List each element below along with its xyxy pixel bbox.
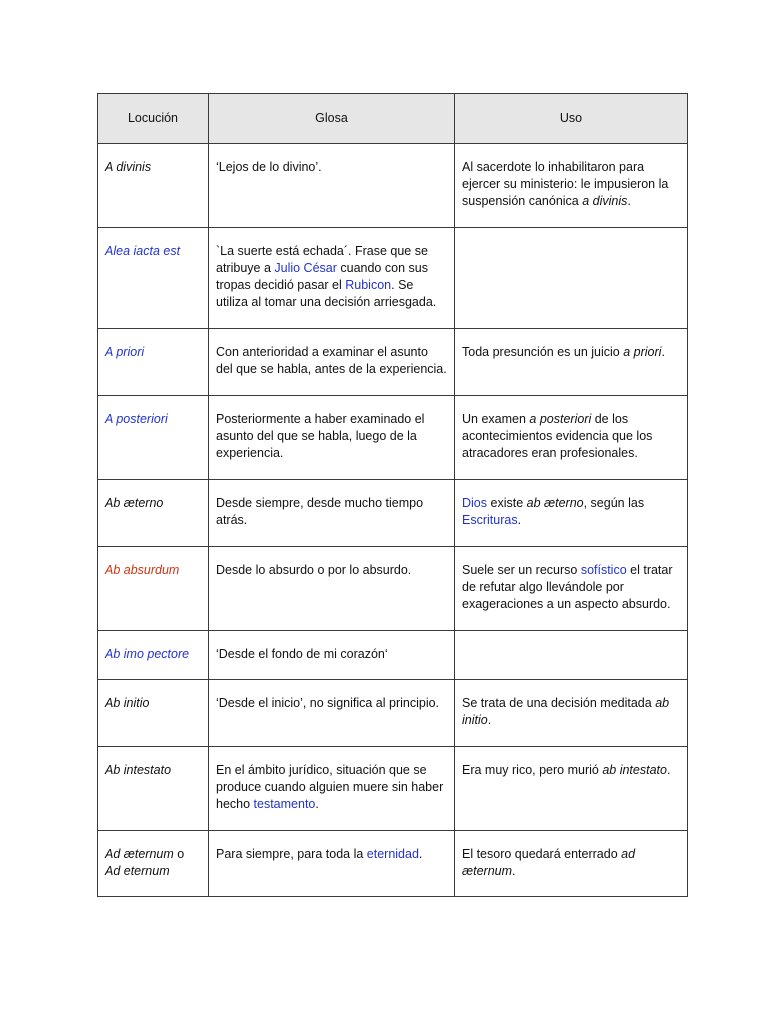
glosa-text: ‘Desde el fondo de mi corazón‘ — [216, 647, 388, 661]
uso-text: Un examen — [462, 412, 530, 426]
table-row — [98, 144, 688, 228]
uso-cell — [455, 396, 688, 480]
header-glosa: Glosa — [209, 94, 455, 144]
table-row — [98, 547, 688, 631]
locucion-text: A divinis — [105, 160, 152, 174]
table-row — [98, 228, 688, 329]
uso-cell — [455, 329, 688, 396]
uso-text: Toda presunción es un juicio — [462, 345, 624, 359]
locucion-cell — [98, 831, 209, 897]
link-dios[interactable]: Dios — [462, 496, 488, 510]
uso-term: a priori — [623, 345, 662, 359]
locucion-text: Ab æterno — [105, 496, 164, 510]
uso-cell — [455, 480, 688, 547]
locucion-cell — [98, 144, 209, 228]
uso-text: existe — [487, 496, 527, 510]
uso-end: de los acontecimientos evidencia que los atracadores eran profesionales. — [462, 412, 653, 460]
uso-end: . — [661, 345, 665, 359]
uso-cell — [455, 547, 688, 631]
header-uso: Uso — [455, 94, 688, 144]
uso-end: . — [512, 864, 516, 878]
uso-text: Se trata de una decisión meditada — [462, 696, 656, 710]
locucion-cell — [98, 228, 209, 329]
locucion-cell — [98, 747, 209, 831]
table-row — [98, 396, 688, 480]
header-locucion: Locución — [98, 94, 209, 144]
locuciones-table — [97, 93, 688, 897]
locucion-text: Ab intestato — [105, 763, 172, 777]
locucion-cell — [98, 680, 209, 747]
glosa-text: ‘Desde el inicio’, no significa al principio. — [216, 696, 440, 710]
uso-term: ab initio — [462, 696, 670, 727]
locucion-cell — [98, 396, 209, 480]
table-row — [98, 831, 688, 897]
uso-text: El tesoro quedará enterrado — [462, 847, 622, 861]
locucion-cell — [98, 547, 209, 631]
table-row — [98, 480, 688, 547]
glosa-cell — [209, 144, 455, 228]
glosa-cell — [209, 747, 455, 831]
uso-term: ab intestato — [602, 763, 667, 777]
uso-text: Al sacerdote lo inhabilitaron para ejercer su ministerio: le impusieron la suspensión canónica — [462, 160, 669, 208]
uso-text: Era muy rico, pero murió — [462, 763, 603, 777]
uso-term: a divinis — [582, 194, 628, 208]
locucion-text: Ad æternum — [105, 847, 174, 861]
link-testamento[interactable]: testamento — [253, 797, 316, 811]
glosa-text: . — [315, 797, 319, 811]
locucion-link[interactable]: A priori — [105, 345, 145, 359]
uso-end: . — [487, 713, 492, 727]
glosa-text: . — [418, 847, 423, 861]
link-eternidad[interactable]: eternidad — [366, 847, 419, 861]
locucion-link[interactable]: A posteriori — [105, 412, 168, 426]
glosa-text: En el ámbito jurídico, situación que se produce cuando alguien muere sin haber hecho — [216, 763, 444, 811]
glosa-text: Para siempre, para toda la — [216, 847, 367, 861]
glosa-text: Posteriormente a haber examinado el asunto del que se habla, luego de la experiencia. — [216, 412, 425, 460]
uso-cell — [455, 631, 688, 680]
uso-end: . — [517, 513, 522, 527]
glosa-text: Con anterioridad a examinar el asunto del que se habla, antes de la experiencia. — [216, 345, 447, 376]
locucion-cell — [98, 631, 209, 680]
locucion-link[interactable]: Ab absurdum — [105, 563, 180, 577]
glosa-text: ‘Lejos de lo divino’. — [216, 160, 322, 174]
glosa-text: `La suerte está echada´. Frase que se atribuye a — [216, 244, 428, 275]
glosa-cell — [209, 547, 455, 631]
table-row — [98, 329, 688, 396]
uso-cell — [455, 747, 688, 831]
glosa-cell — [209, 631, 455, 680]
table-row — [98, 631, 688, 680]
locucion-link[interactable]: Ab imo pectore — [105, 647, 190, 661]
glosa-cell — [209, 680, 455, 747]
locucion-cell — [98, 329, 209, 396]
link-sofistico[interactable]: sofístico — [580, 563, 627, 577]
link-julio-cesar[interactable]: Julio César — [274, 261, 337, 275]
uso-cell — [455, 228, 688, 329]
locucion-text: Ab initio — [105, 696, 150, 710]
glosa-text: . Se utiliza al tomar una decisión arriesgada. — [216, 278, 437, 309]
glosa-text: Desde lo absurdo o por lo absurdo. — [216, 563, 412, 577]
link-rubicon[interactable]: Rubicon — [345, 278, 392, 292]
uso-term: ad æternum — [462, 847, 636, 878]
uso-end: . — [666, 763, 671, 777]
glosa-cell — [209, 480, 455, 547]
glosa-cell — [209, 329, 455, 396]
table-header-row — [98, 94, 688, 144]
glosa-text: Desde siempre, desde mucho tiempo atrás. — [216, 496, 424, 527]
table-row — [98, 680, 688, 747]
uso-term: ab æterno — [526, 496, 584, 510]
glosa-cell — [209, 831, 455, 897]
locucion-link[interactable]: Alea iacta est — [105, 244, 181, 258]
link-escrituras[interactable]: Escrituras — [462, 513, 518, 527]
table-row — [98, 747, 688, 831]
locucion-cell — [98, 480, 209, 547]
glosa-cell — [209, 396, 455, 480]
uso-term: a posteriori — [529, 412, 592, 426]
uso-text: Suele ser un recurso — [462, 563, 581, 577]
uso-end: . — [627, 194, 631, 208]
uso-cell — [455, 680, 688, 747]
glosa-cell — [209, 228, 455, 329]
uso-text: el tratar de refutar algo llevándole por exageraciones a un aspecto absurdo. — [462, 563, 673, 611]
locucion-text: Ad eternum — [105, 864, 170, 878]
uso-cell — [455, 144, 688, 228]
uso-cell — [455, 831, 688, 897]
uso-text: , según las — [583, 496, 645, 510]
glosa-text: cuando con sus tropas decidió pasar el — [216, 261, 428, 292]
locucion-connector: o — [173, 847, 185, 861]
